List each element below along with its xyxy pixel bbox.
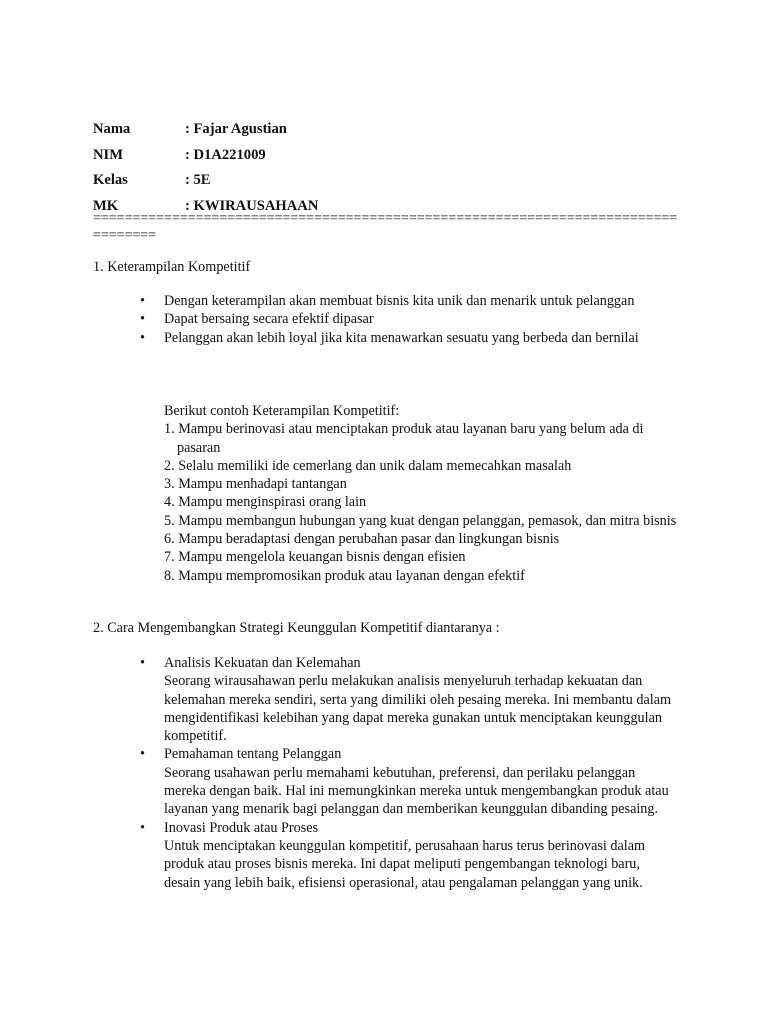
list-item: 4. Mampu menginspirasi orang lain	[164, 494, 367, 511]
list-item	[93, 819, 674, 892]
info-label: MK	[93, 197, 119, 214]
info-value: : D1A221009	[185, 146, 266, 163]
examples-intro: Berikut contoh Keterampilan Kompetitif:	[164, 403, 400, 419]
list-item	[93, 292, 674, 310]
info-value: : KWIRAUSAHAAN	[185, 197, 319, 214]
list-item: 8. Mampu mempromosikan produk atau layanan dengan efektif	[164, 567, 525, 584]
list-item	[93, 745, 674, 818]
info-value: : Fajar Agustian	[185, 121, 287, 137]
bullet-icon: •	[140, 655, 145, 671]
info-value: : 5E	[185, 172, 211, 188]
bullet-text: Dapat bersaing secara efektif dipasar	[164, 311, 374, 328]
bullet-icon: •	[140, 329, 145, 346]
section-1-heading: 1. Keterampilan Kompetitif	[93, 259, 251, 275]
list-item	[93, 310, 674, 328]
info-label: Nama	[93, 121, 131, 137]
item-title: Analisis Kekuatan dan Kelemahan	[164, 655, 361, 671]
item-text: Seorang usahawan perlu memahami kebutuhan, preferensi, dan perilaku pelanggan mereka dengan baik. Hal ini memungkinkan mereka untuk mengembangkan produk atau layanan yang menarik bagi pelanggan dan memberikan keunggulan dibanding pesaing.	[164, 764, 669, 818]
item-title: Pemahaman tentang Pelanggan	[164, 746, 342, 763]
bullet-text: Dengan keterampilan akan membuat bisnis kita unik dan menarik untuk pelanggan	[164, 293, 635, 309]
item-title: Inovasi Produk atau Proses	[164, 819, 319, 836]
list-item: 6. Mampu beradaptasi dengan perubahan pasar dan lingkungan bisnis	[164, 531, 560, 548]
info-label: NIM	[93, 146, 123, 163]
list-item	[93, 654, 674, 745]
separator-line: ==================================================================================	[93, 211, 678, 243]
examples-block	[164, 402, 679, 585]
section-1-bullets	[93, 292, 683, 347]
bullet-icon: •	[140, 746, 145, 763]
bullet-text: Pelanggan akan lebih loyal jika kita menawarkan sesuatu yang berbeda dan bernilai	[164, 329, 639, 346]
bullet-icon: •	[140, 311, 145, 328]
item-text: Untuk menciptakan keunggulan kompetitif, perusahaan harus terus berinovasi dalam produk atau proses bisnis mereka. Ini dapat meliputi pengembangan teknologi baru, desain yang lebih baik, efisiensi operasional, atau pengalaman pelanggan yang unik.	[164, 837, 646, 891]
list-item: 1. Mampu berinovasi atau menciptakan produk atau layanan baru yang belum ada di pasaran	[164, 421, 644, 456]
list-item: 2. Selalu memiliki ide cemerlang dan unik dalam memecahkan masalah	[164, 457, 572, 474]
list-item: 7. Mampu mengelola keuangan bisnis dengan efisien	[164, 549, 466, 566]
info-label: Kelas	[93, 172, 128, 188]
item-text: Seorang wirausahawan perlu melakukan analisis menyeluruh terhadap kekuatan dan kelemahan mereka sendiri, serta yang dimiliki oleh pesaing mereka. Ini membantu dalam mengidentifikasi kelebihan yang dapat mereka gunakan untuk menciptakan keunggulan kompetitif.	[164, 673, 672, 745]
bullet-icon: •	[140, 293, 145, 309]
bullet-icon: •	[140, 819, 145, 836]
list-item	[93, 329, 674, 347]
list-item: 5. Mampu membangun hubungan yang kuat dengan pelanggan, pemasok, dan mitra bisnis	[164, 512, 677, 529]
list-item: 3. Mampu menhadapi tantangan	[164, 476, 347, 493]
section-2-heading: 2. Cara Mengembangkan Strategi Keunggulan Kompetitif diantaranya :	[93, 620, 500, 636]
section-2-bullets	[93, 654, 683, 892]
